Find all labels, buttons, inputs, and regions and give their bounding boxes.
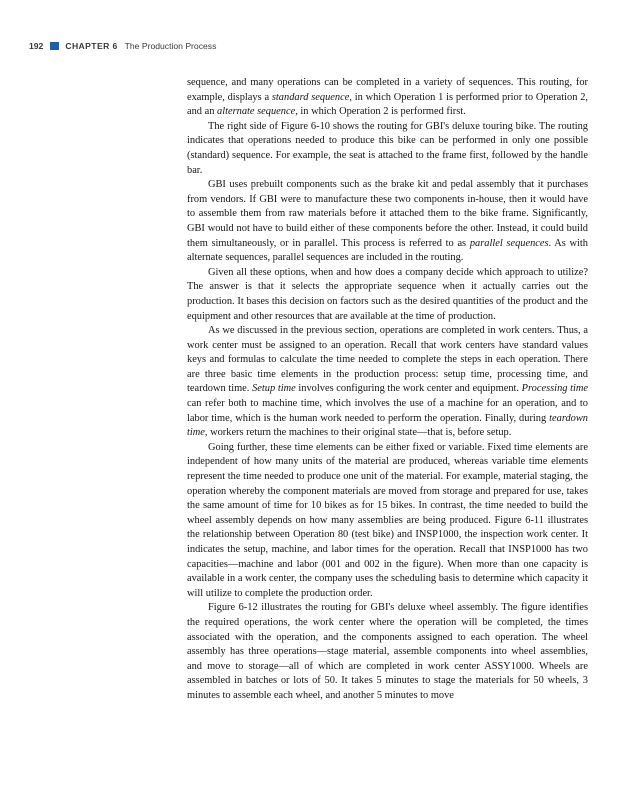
blue-square-icon	[50, 42, 59, 50]
text-run: , in which Operation 1 is performed prior to Operation 2, and an	[187, 91, 588, 118]
paragraph	[187, 76, 588, 120]
paragraph	[187, 601, 588, 703]
text-run: can refer both to machine time, which involves the use of a machine for an operation, and to labor time, which is the human work needed to perform the operation. Finally, during	[187, 398, 588, 424]
page-number: 192	[29, 41, 44, 51]
italic-term: standard sequence	[271, 91, 350, 103]
text-run: The right side of Figure 6-10 shows the routing for GBI's deluxe touring bike. The routing indicates that operations needed to produce this bike can be performed in only one possible (standard) sequence. For example, the seat is attached to the frame first, followed by the handle bar.	[187, 120, 588, 176]
text-run: Going further, these time elements can be either fixed or variable. Fixed time elements are independent of how many units of the material are produced, whereas variable time elements represent the time needed to produce one unit of the material. For example, material staging, the operation whereby the component materials are moved from storage and prepared for use, takes the same amount of time for 10 bikes as for 15 bikes. In contrast, the time needed to build the wheel assembly depends on how many assemblies are being produced. Figure 6-11 illustrates the relationship between Operation 80 (test bike) and INSP1000, the inspection work center. It indicates the setup, machine, and labor times for the operation. Recall that INSP1000 has two capacities—machine and labor (001 and 002 in the figure). When more than one capacity is available in a work center, the company uses the scheduling basis to determine which capacity it will utilize to complete the production order.	[187, 441, 588, 599]
italic-term: Processing time	[521, 383, 589, 395]
text-run: , in which Operation 2 is performed first.	[295, 106, 466, 118]
text-run: , workers return the machines to their original state—that is, before setup.	[204, 427, 512, 439]
section-title: The Production Process	[124, 41, 217, 51]
text-run: involves configuring the work center and equipment.	[295, 383, 522, 395]
body-text	[187, 76, 588, 704]
paragraph	[187, 324, 588, 441]
text-run: sequence, and many operations can be completed in a variety of sequences. This routing, for example, displays a	[187, 77, 588, 103]
running-header	[29, 41, 216, 51]
text-run: Figure 6-12 illustrates the routing for GBI's deluxe wheel assembly. The figure identifies the required operations, the work center where the operation will be completed, the times associated with the operation, and the components assigned to each operation. The wheel assembly has three operations—stage material, assemble components into wheel assemblies, and move to storage—all of which are completed in work center ASSY1000. Wheels are assembled in batches or lots of 50. It takes 5 minutes to stage the materials for 50 wheels, 3 minutes to assemble each wheel, and another 5 minutes to move	[187, 602, 588, 701]
paragraph	[187, 266, 588, 324]
paragraph	[187, 120, 588, 178]
chapter-label: CHAPTER 6	[65, 41, 118, 51]
text-run: As we discussed in the previous section, operations are completed in work centers. Thus, a work center must be assigned to an operation. Recall that work centers have standard values keys and formulas to calculate the time needed to complete the steps in each operation. There are three basic time elements in the production process: setup time, processing time, and teardown time.	[187, 325, 588, 395]
paragraph	[187, 178, 588, 266]
paragraph	[187, 441, 588, 602]
italic-term: teardown time	[187, 412, 588, 439]
italic-term: Setup time	[252, 383, 296, 395]
text-run: GBI uses prebuilt components such as the brake kit and pedal assembly that it purchases from vendors. If GBI were to manufacture these two components in-house, then it would have to assemble them from raw materials before it attached them to the bike frame. Significantly, GBI would not have to build either of these components before the other. Instead, it could build them simultaneously, or in parallel. This process is referred to as	[187, 179, 588, 249]
italic-term: alternate sequence	[217, 106, 296, 118]
text-run: Given all these options, when and how does a company decide which approach to utilize? The answer is that it selects the appropriate sequence when it actually carries out the production. It bases this decision on factors such as the desired quantities of the product and the equipment and other resources that are available at the time of production.	[187, 266, 588, 322]
text-run: . As with alternate sequences, parallel sequences are included in the routing.	[187, 237, 588, 264]
italic-term: parallel sequences	[469, 237, 549, 249]
